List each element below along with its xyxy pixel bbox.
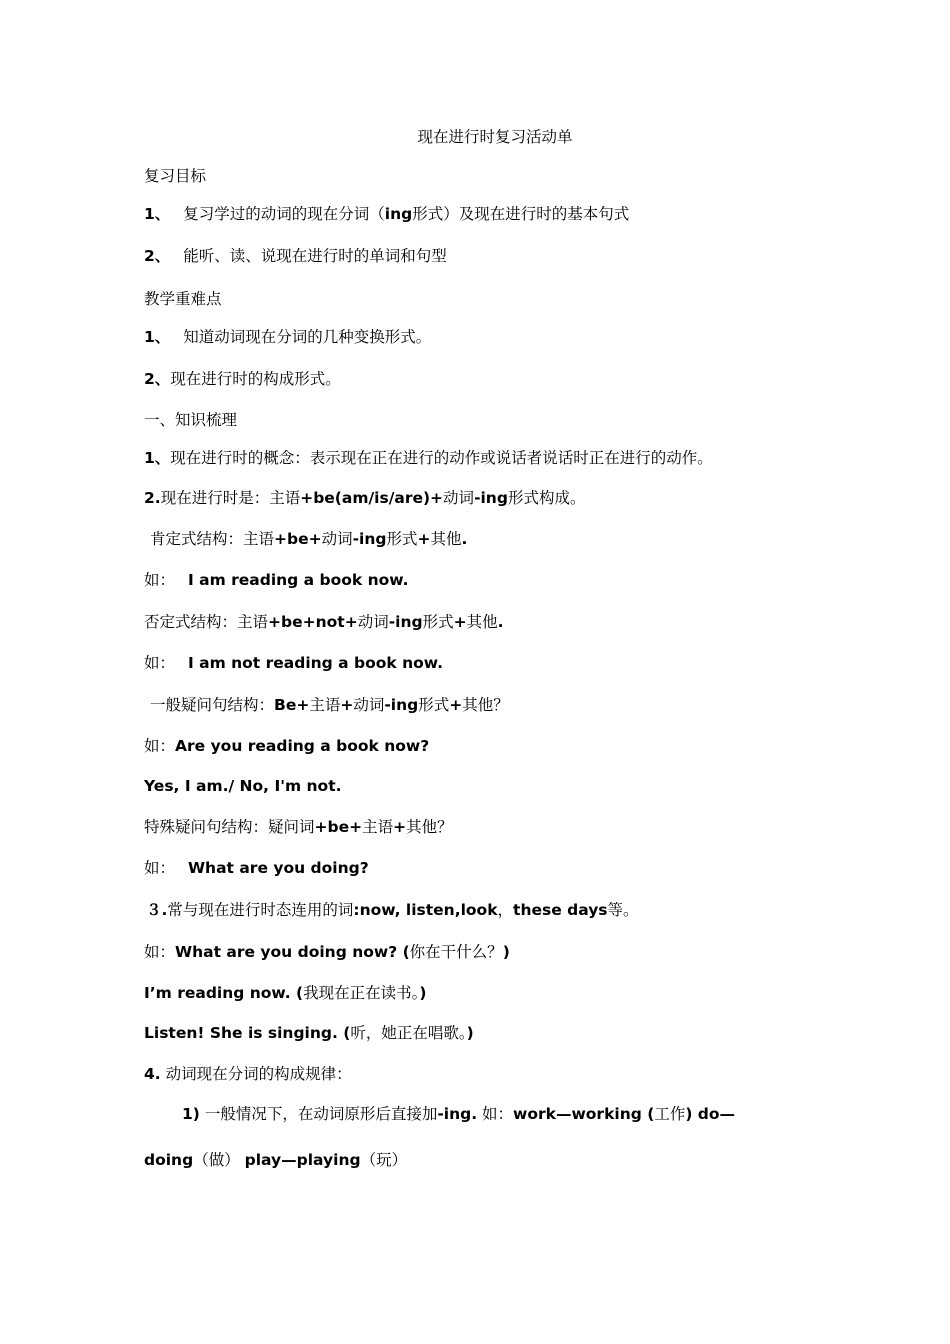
negative-structure: 否定式结构：主语+be+not+动词-ing形式+其他. (144, 613, 504, 631)
part1-heading: 一、知识梳理 (144, 411, 238, 429)
negative-example: 如： I am not reading a book now. (144, 654, 444, 672)
rule-1-line-2: doing（做） play—playing（玩） (144, 1151, 408, 1169)
knowledge-item-4: 4. 动词现在分词的构成规律： (144, 1065, 352, 1083)
question-answer: Yes, I am./ No, I'm not. (144, 777, 342, 795)
time-word-example-1: 如：What are you doing now? (你在干什么？) (144, 943, 510, 961)
knowledge-item-1: 1、现在进行时的概念：表示现在正在进行的动作或说话者说话时正在进行的动作。 (144, 449, 713, 467)
wh-question-example: 如： What are you doing? (144, 859, 369, 877)
goals-heading: 复习目标 (144, 167, 207, 185)
goal-item-2: 2、 能听、读、说现在进行时的单词和句型 (144, 247, 447, 265)
knowledge-item-3: ３.常与现在进行时态连用的词:now, listen,look，these days等。 (146, 901, 639, 919)
affirmative-example: 如： I am reading a book now. (144, 571, 409, 589)
keypoint-item-1: 1、 知道动词现在分词的几种变换形式。 (144, 328, 432, 346)
wh-question-structure: 特殊疑问句结构：疑问词+be+主语+其他？ (144, 818, 453, 836)
time-word-example-2: I’m reading now. (我现在正在读书。) (144, 984, 427, 1002)
question-example: 如：Are you reading a book now? (144, 737, 430, 755)
keypoint-item-2: 2、现在进行时的构成形式。 (144, 370, 341, 388)
rule-1-line-1: 1) 一般情况下，在动词原形后直接加-ing. 如：work—working (工作) do— (182, 1105, 736, 1123)
keypoints-heading: 教学重难点 (144, 290, 222, 308)
time-word-example-3: Listen! She is singing. (听，她正在唱歌。) (144, 1024, 474, 1042)
affirmative-structure: 肯定式结构：主语+be+动词-ing形式+其他. (150, 530, 468, 548)
knowledge-item-2: 2.现在进行时是：主语+be(am/is/are)+动词-ing形式构成。 (144, 489, 586, 507)
question-structure: 一般疑问句结构：Be+主语+动词-ing形式+其他？ (150, 696, 509, 714)
goal-item-1: 1、 复习学过的动词的现在分词（ing形式）及现在进行时的基本句式 (144, 205, 630, 223)
document-title: 现在进行时复习活动单 (417, 128, 573, 146)
